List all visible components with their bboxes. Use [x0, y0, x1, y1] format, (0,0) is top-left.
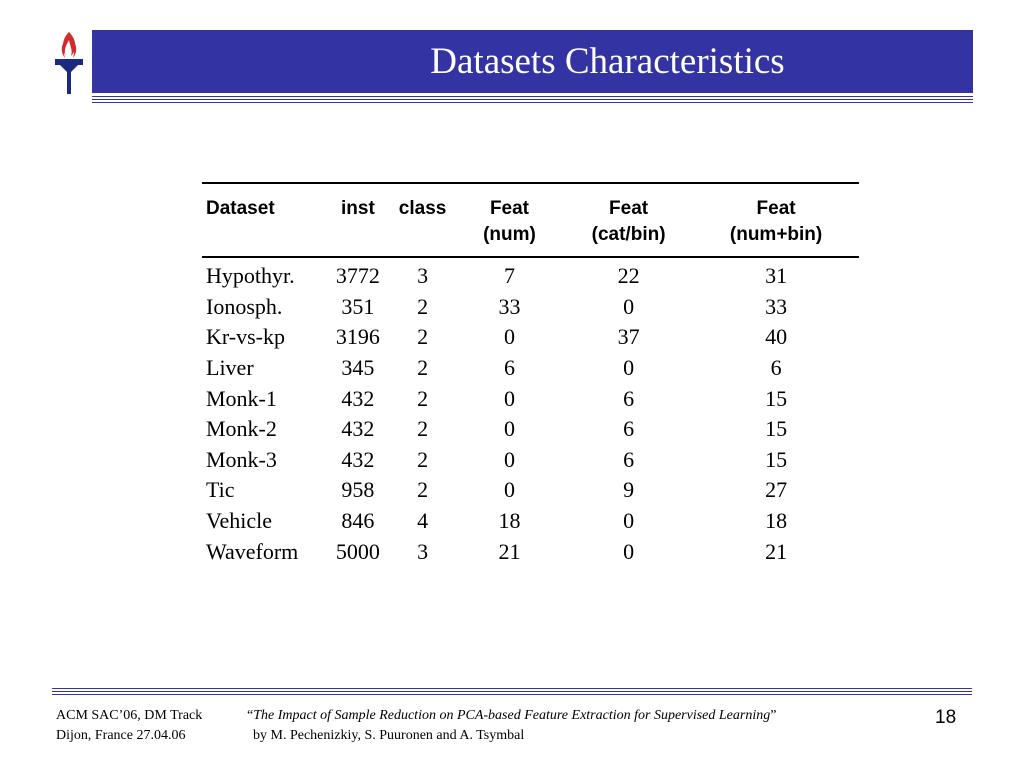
footer-venue-line1: ACM SAC’06, DM Track	[56, 708, 203, 723]
title-divider	[92, 96, 973, 97]
cell-dataset: Liver	[206, 355, 254, 381]
cell-feat-cat-bin: 6	[623, 446, 635, 472]
footer-paper-title-line: “The Impact of Sample Reduction on PCA-based Feature Extraction for Supervised Learning”	[247, 708, 777, 723]
cell-inst: 3772	[335, 263, 380, 289]
header-dataset: Dataset	[202, 183, 326, 257]
cell-feat-cat-bin: 22	[617, 263, 640, 289]
cell-inst: 958	[341, 477, 375, 503]
table-row	[202, 292, 859, 323]
cell-dataset: Ionosph.	[206, 293, 283, 319]
cell-feat-num-bin: 40	[765, 324, 788, 350]
cell-feat-num: 0	[503, 385, 515, 411]
cell-class: 2	[417, 385, 429, 411]
cell-dataset: Monk-3	[206, 446, 277, 472]
footer-divider	[52, 691, 972, 692]
cell-feat-num-bin: 18	[765, 508, 788, 534]
cell-feat-cat-bin: 9	[623, 477, 635, 503]
header-class: class	[390, 183, 455, 257]
cell-feat-num: 21	[498, 538, 521, 564]
table-row	[202, 506, 859, 537]
cell-feat-num-bin: 15	[765, 446, 788, 472]
cell-dataset: Monk-1	[206, 385, 277, 411]
cell-dataset: Monk-2	[206, 416, 277, 442]
cell-class: 2	[417, 293, 429, 319]
table-row	[202, 383, 859, 414]
footer-authors: by M. Pechenizkiy, S. Puuronen and A. Tsymbal	[253, 728, 525, 743]
cell-class: 2	[417, 446, 429, 472]
cell-feat-num-bin: 33	[765, 293, 788, 319]
title-divider	[92, 102, 973, 103]
table-row	[202, 322, 859, 353]
cell-feat-cat-bin: 0	[623, 293, 635, 319]
cell-inst: 345	[341, 355, 375, 381]
cell-feat-cat-bin: 0	[623, 538, 635, 564]
cell-feat-cat-bin: 37	[617, 324, 640, 350]
cell-feat-num: 18	[498, 508, 521, 534]
title-divider	[92, 99, 973, 100]
cell-inst: 5000	[335, 538, 380, 564]
cell-dataset: Vehicle	[206, 508, 272, 534]
cell-feat-num: 6	[503, 355, 515, 381]
cell-feat-num-bin: 15	[765, 385, 788, 411]
cell-feat-num-bin: 27	[765, 477, 788, 503]
cell-dataset: Hypothyr.	[206, 263, 295, 289]
cell-inst: 846	[341, 508, 375, 534]
slide-title: Datasets Characteristics	[430, 41, 785, 82]
cell-inst: 432	[341, 416, 375, 442]
cell-class: 4	[417, 508, 429, 534]
cell-inst: 432	[341, 446, 375, 472]
cell-feat-num: 0	[503, 416, 515, 442]
cell-inst: 3196	[335, 324, 380, 350]
footer-venue	[56, 706, 202, 746]
cell-feat-cat-bin: 6	[623, 416, 635, 442]
table-row	[202, 353, 859, 384]
cell-feat-num: 7	[503, 263, 515, 289]
cell-feat-num: 0	[503, 324, 515, 350]
header-feat-num: Feat (num)	[455, 183, 564, 257]
cell-dataset: Tic	[206, 477, 235, 503]
cell-feat-num: 0	[503, 477, 515, 503]
footer-divider	[52, 688, 972, 689]
table-row	[202, 445, 859, 476]
cell-class: 2	[417, 324, 429, 350]
footer-divider	[52, 694, 972, 695]
cell-class: 3	[417, 263, 429, 289]
table-row	[202, 475, 859, 506]
table-header-row	[202, 183, 859, 257]
footer-venue-line2: Dijon, France 27.04.06	[56, 728, 186, 743]
table-row	[202, 536, 859, 567]
cell-class: 2	[417, 416, 429, 442]
cell-feat-cat-bin: 0	[623, 508, 635, 534]
footer-citation	[247, 706, 776, 746]
cell-class: 3	[417, 538, 429, 564]
table-row	[202, 257, 859, 292]
title-bar	[92, 30, 973, 93]
cell-feat-num-bin: 31	[765, 263, 788, 289]
cell-dataset: Waveform	[206, 538, 299, 564]
cell-inst: 432	[341, 385, 375, 411]
torch-icon	[52, 28, 86, 98]
cell-class: 2	[417, 355, 429, 381]
header-feat-cat-bin: Feat (cat/bin)	[564, 183, 693, 257]
cell-feat-cat-bin: 0	[623, 355, 635, 381]
footer-paper-title: The Impact of Sample Reduction on PCA-based Feature Extraction for Supervised Learning	[253, 708, 771, 723]
cell-dataset: Kr-vs-kp	[206, 324, 285, 350]
datasets-table	[202, 182, 859, 567]
header-feat-num-bin: Feat (num+bin)	[693, 183, 859, 257]
cell-feat-num-bin: 6	[770, 355, 782, 381]
header-inst: inst	[326, 183, 391, 257]
cell-feat-num: 0	[503, 446, 515, 472]
cell-feat-num-bin: 21	[765, 538, 788, 564]
cell-feat-num: 33	[498, 293, 521, 319]
cell-class: 2	[417, 477, 429, 503]
table-row	[202, 414, 859, 445]
cell-inst: 351	[341, 293, 375, 319]
cell-feat-num-bin: 15	[765, 416, 788, 442]
cell-feat-cat-bin: 6	[623, 385, 635, 411]
page-number: 18	[935, 707, 957, 728]
